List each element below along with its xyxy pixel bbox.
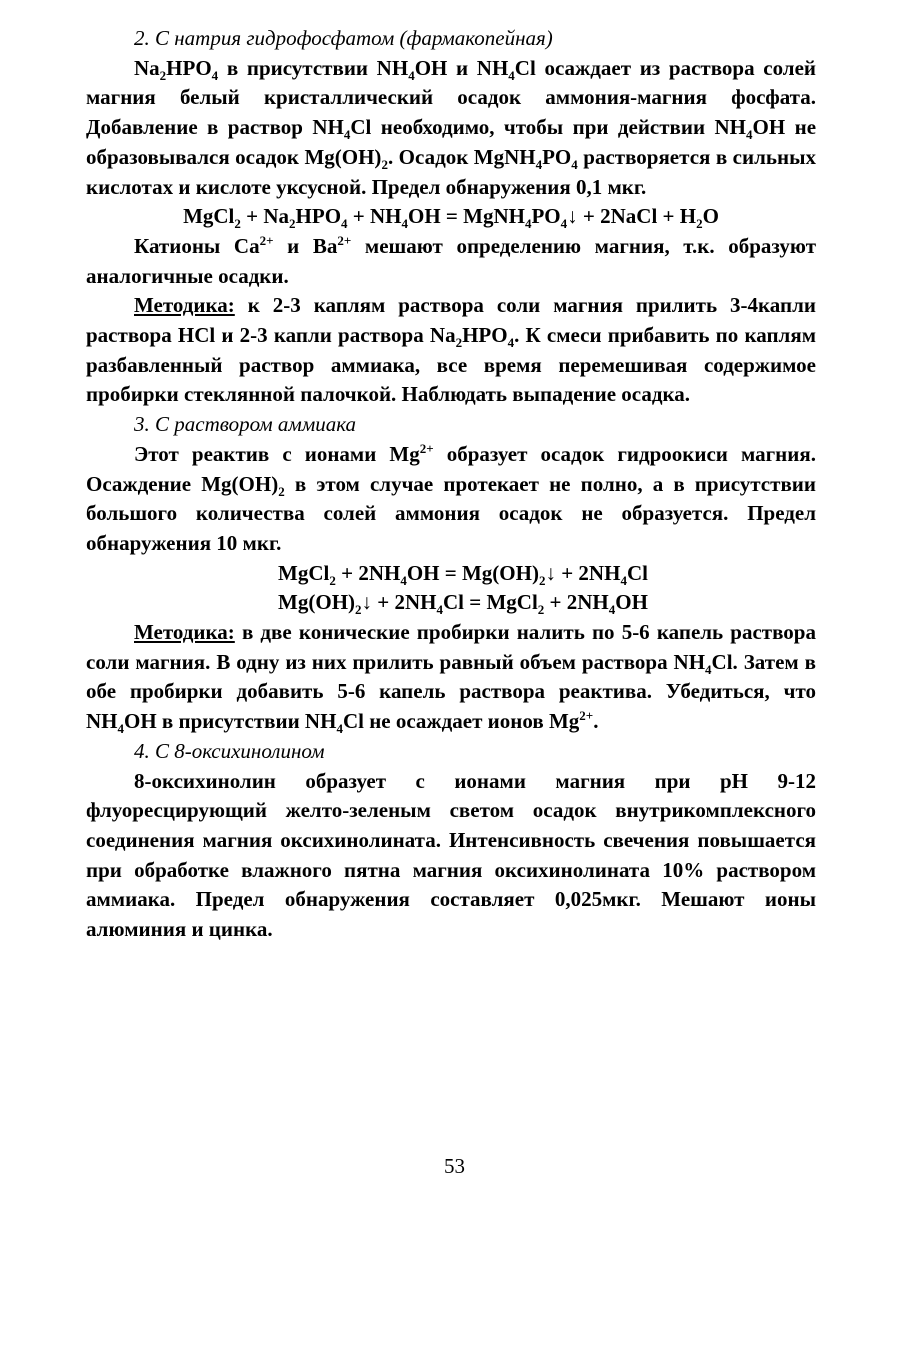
subscript: 4 [524, 216, 532, 232]
subscript: 4 [436, 602, 443, 618]
subscript: 4 [401, 216, 408, 232]
subscript: 2 [278, 483, 285, 499]
subscript: 4 [508, 67, 515, 83]
subscript: 4 [705, 661, 712, 677]
subscript: 4 [608, 602, 616, 618]
superscript: 2+ [259, 232, 274, 248]
subscript: 4 [400, 572, 407, 588]
subscript: 2 [696, 216, 703, 232]
paragraph: Катионы $Ca^{2+}$ и $Ba^{2+}$ мешают определению магния, т.к. образуют аналогичные осадки. [86, 232, 817, 288]
superscript: 2+ [579, 708, 594, 724]
subscript: 4 [560, 216, 568, 232]
superscript: 2+ [419, 440, 434, 456]
subscript: 4 [620, 572, 627, 588]
subscript: 2 [289, 216, 296, 232]
page-number: 53 [444, 1154, 465, 1178]
subscript: 4 [746, 127, 753, 143]
subscript: 4 [535, 157, 543, 172]
paragraph: 8-оксихинолин образует с ионами магния при pH 9-12 флуоресцирующий желто-зеленым светом осадок внутрикомплексного соединения магния оксихинолината. Интенсивность свечения повышается при обработке влажного пятна магния оксихинолината 10% раствором аммиака. Предел обнаружения составляет 0,025мкг. Мешают ионы алюминия и цинка. [86, 768, 816, 942]
subscript: 2 [329, 572, 336, 588]
method-paragraph: Методика: в две конические пробирки налить по 5-6 капель раствора соли магния. В одну из них прилить равный объем раствора $NH_4Cl$. Затем в обе пробирки добавить 5-6 капель раствора реактива. Убедиться, что $NH_4OH$ в присутствии $NH_4Cl$ не осаждает ионов $Mg^{2+}$. [86, 620, 816, 737]
paragraph: Этот реактив с ионами $Mg^{2+}$ образует осадок гидроокиси магния. Осаждение $Mg(OH)_2$ в этом случае протекает не полно, а в присутствии большого количества солей аммония осадок не образуется. Предел обнаружения 10 мкг. [86, 440, 816, 555]
subscript: 4 [507, 335, 515, 351]
subscript: 2 [159, 67, 167, 83]
section-heading-sodium-hydrophosphate: 2. С натрия гидрофосфатом (фармакопейная) [134, 26, 553, 50]
method-label: Методика: [134, 620, 235, 645]
paragraph: $Na_2HPO_4$ в присутствии $NH_4OH$ и $NH_4Cl$ осаждает из раствора солей магния белый кристаллический осадок аммония-магния фосфата. Добавление в раствор $NH_4Cl$ необходимо, чтобы при действии $NH_4OH$ не образовывался осадок $Mg(OH)_2$. Осадок $MgNH_4PO_4$ растворяется в сильных кислотах и кислоте уксусной. Предел обнаружения 0,1 мкг. [86, 55, 817, 199]
subscript: 2 [538, 572, 546, 588]
method-label: Методика: [134, 293, 235, 318]
subscript: 2 [537, 602, 545, 618]
subscript: 4 [211, 67, 219, 83]
subscript: 2 [381, 157, 388, 172]
subscript: 4 [336, 721, 343, 737]
subscript: 4 [408, 67, 415, 83]
equation: MgCl$_2$ + $Na_2HPO_4 + NH_4OH$ = $MgNH_4PO_4↓$ + 2NaCl + $H_2O$ [183, 204, 719, 232]
superscript: 2+ [337, 232, 352, 248]
equation: MgCl$_2$ + $2NH_4OH$ = $Mg(OH)_2↓ + 2NH_4Cl$ [278, 560, 648, 588]
section-heading-oxyquinoline: 4. С 8-оксихинолином [134, 738, 325, 763]
subscript: 4 [117, 721, 124, 737]
subscript: 2 [234, 216, 241, 232]
subscript: 4 [341, 216, 348, 232]
method-paragraph: Методика: к 2-3 каплям раствора соли магния прилить 3-4капли раствора HCl и 2-3 капли раствора $Na_2HPO_4$. К смеси прибавить по каплям разбавленный раствор аммиака, все время перемешивая содержимое пробирки стеклянной палочкой. Наблюдать выпадение осадка. [86, 293, 816, 407]
subscript: 4 [571, 157, 578, 172]
equation: $Mg(OH)_2↓ + 2NH_4Cl$ = MgCl$_2$ + $2NH_4OH$ [278, 590, 648, 618]
page-content [86, 24, 816, 945]
subscript: 2 [355, 602, 362, 618]
subscript: 2 [455, 335, 463, 351]
section-heading-ammonia: 3. С раствором аммиака [134, 412, 357, 437]
subscript: 4 [343, 127, 351, 143]
